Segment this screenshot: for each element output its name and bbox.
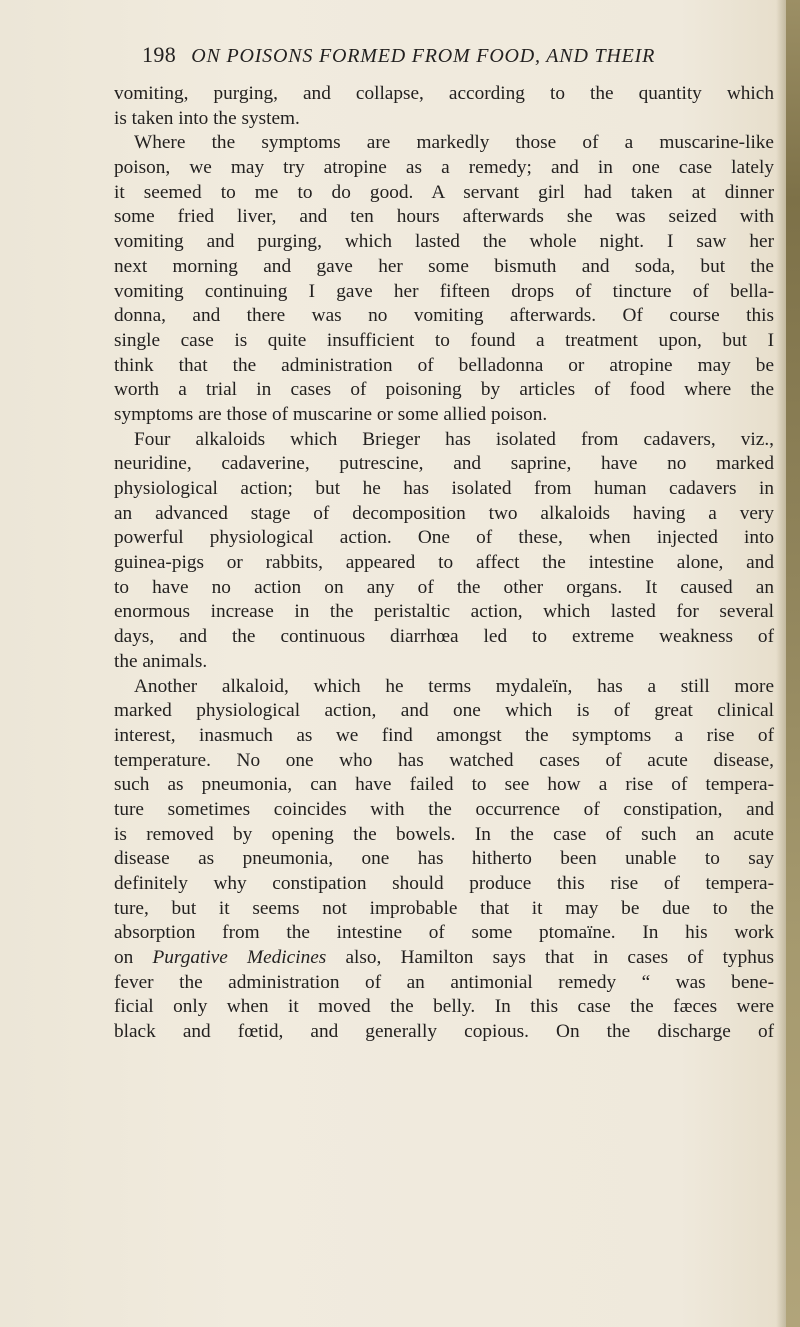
text-line: neuridine, cadaverine, putrescine, and saprine, have no marked bbox=[114, 453, 774, 475]
text-line: is removed by opening the bowels. In the case of such an acute bbox=[114, 823, 774, 845]
text-line: temperature. No one who has watched cases of acute disease, bbox=[114, 749, 774, 771]
page-edge-binding bbox=[786, 0, 800, 1327]
text-line: guinea-pigs or rabbits, appeared to affect the intestine alone, and bbox=[114, 552, 774, 574]
text-line: vomiting continuing I gave her fifteen drops of tincture of bella- bbox=[114, 280, 774, 302]
text-line: such as pneumonia, can have failed to see how a rise of tempera- bbox=[114, 774, 774, 796]
text-line: single case is quite insufficient to found a treatment upon, but I bbox=[114, 329, 774, 351]
text-line: worth a trial in cases of poisoning by articles of food where the bbox=[114, 379, 774, 401]
text-line-with-italic bbox=[114, 946, 774, 971]
text-line: black and fœtid, and generally copious. On the discharge of bbox=[114, 1021, 774, 1043]
text-line: an advanced stage of decomposition two alkaloids having a very bbox=[114, 502, 774, 524]
text-line: next morning and gave her some bismuth and soda, but the bbox=[114, 255, 774, 277]
text-line: to have no action on any of the other organs. It caused an bbox=[114, 576, 774, 598]
paragraph-first-line: Where the symptoms are markedly those of a muscarine-like bbox=[134, 132, 774, 154]
page-edge-shadow bbox=[776, 0, 786, 1327]
text-line: powerful physiological action. One of these, when injected into bbox=[114, 527, 774, 549]
body-text bbox=[114, 82, 774, 1045]
text-line: physiological action; but he has isolated from human cadavers in bbox=[114, 478, 774, 499]
text-line: donna, and there was no vomiting afterwards. Of course this bbox=[114, 305, 774, 327]
text-line: fever the administration of an antimonial remedy “ was bene- bbox=[114, 971, 774, 993]
text-line: think that the administration of belladonna or atropine may be bbox=[114, 354, 774, 376]
text-line: enormous increase in the peristaltic action, which lasted for several bbox=[114, 601, 774, 623]
text-line: ture sometimes coincides with the occurrence of constipation, and bbox=[114, 798, 774, 820]
text-line: absorption from the intestine of some ptomaïne. In his work bbox=[114, 922, 774, 944]
text-line: is taken into the system. bbox=[114, 107, 300, 129]
text-line: vomiting, purging, and collapse, according to the quantity which bbox=[114, 83, 774, 104]
text-line: marked physiological action, and one which is of great clinical bbox=[114, 700, 774, 722]
text-line: definitely why constipation should produce this rise of tempera- bbox=[114, 873, 774, 894]
page-number: 198 bbox=[142, 42, 177, 67]
text-line: ficial only when it moved the belly. In this case the fæces were bbox=[114, 996, 774, 1018]
text-line: poison, we may try atropine as a remedy; and in one case lately bbox=[114, 157, 774, 179]
text-line: the animals. bbox=[114, 650, 208, 672]
text-line: symptoms are those of muscarine or some allied poison. bbox=[114, 403, 548, 425]
text-line: disease as pneumonia, one has hitherto been unable to say bbox=[114, 848, 774, 870]
running-header bbox=[142, 42, 782, 70]
text-line: interest, inasmuch as we find amongst the symptoms a rise of bbox=[114, 724, 774, 746]
line-remainder: also, Hamilton says that in cases of typhus bbox=[326, 947, 774, 969]
text-line: vomiting and purging, which lasted the whole night. I saw her bbox=[114, 231, 774, 253]
paragraph-first-line: Four alkaloids which Brieger has isolated from cadavers, viz., bbox=[134, 428, 774, 450]
text-line: ture, but it seems not improbable that it may be due to the bbox=[114, 897, 774, 919]
line-prefix: on bbox=[114, 947, 153, 969]
text-line: days, and the continuous diarrhœa led to extreme weakness of bbox=[114, 626, 774, 648]
text-line: some fried liver, and ten hours afterwards she was seized with bbox=[114, 206, 774, 228]
running-title: ON POISONS FORMED FROM FOOD, AND THEIR bbox=[191, 45, 656, 67]
paragraph-first-line: Another alkaloid, which he terms mydaleïn, has a still more bbox=[134, 675, 774, 697]
book-title-italic: Purgative Medicines bbox=[152, 947, 327, 969]
text-line: it seemed to me to do good. A servant girl had taken at dinner bbox=[114, 181, 774, 203]
